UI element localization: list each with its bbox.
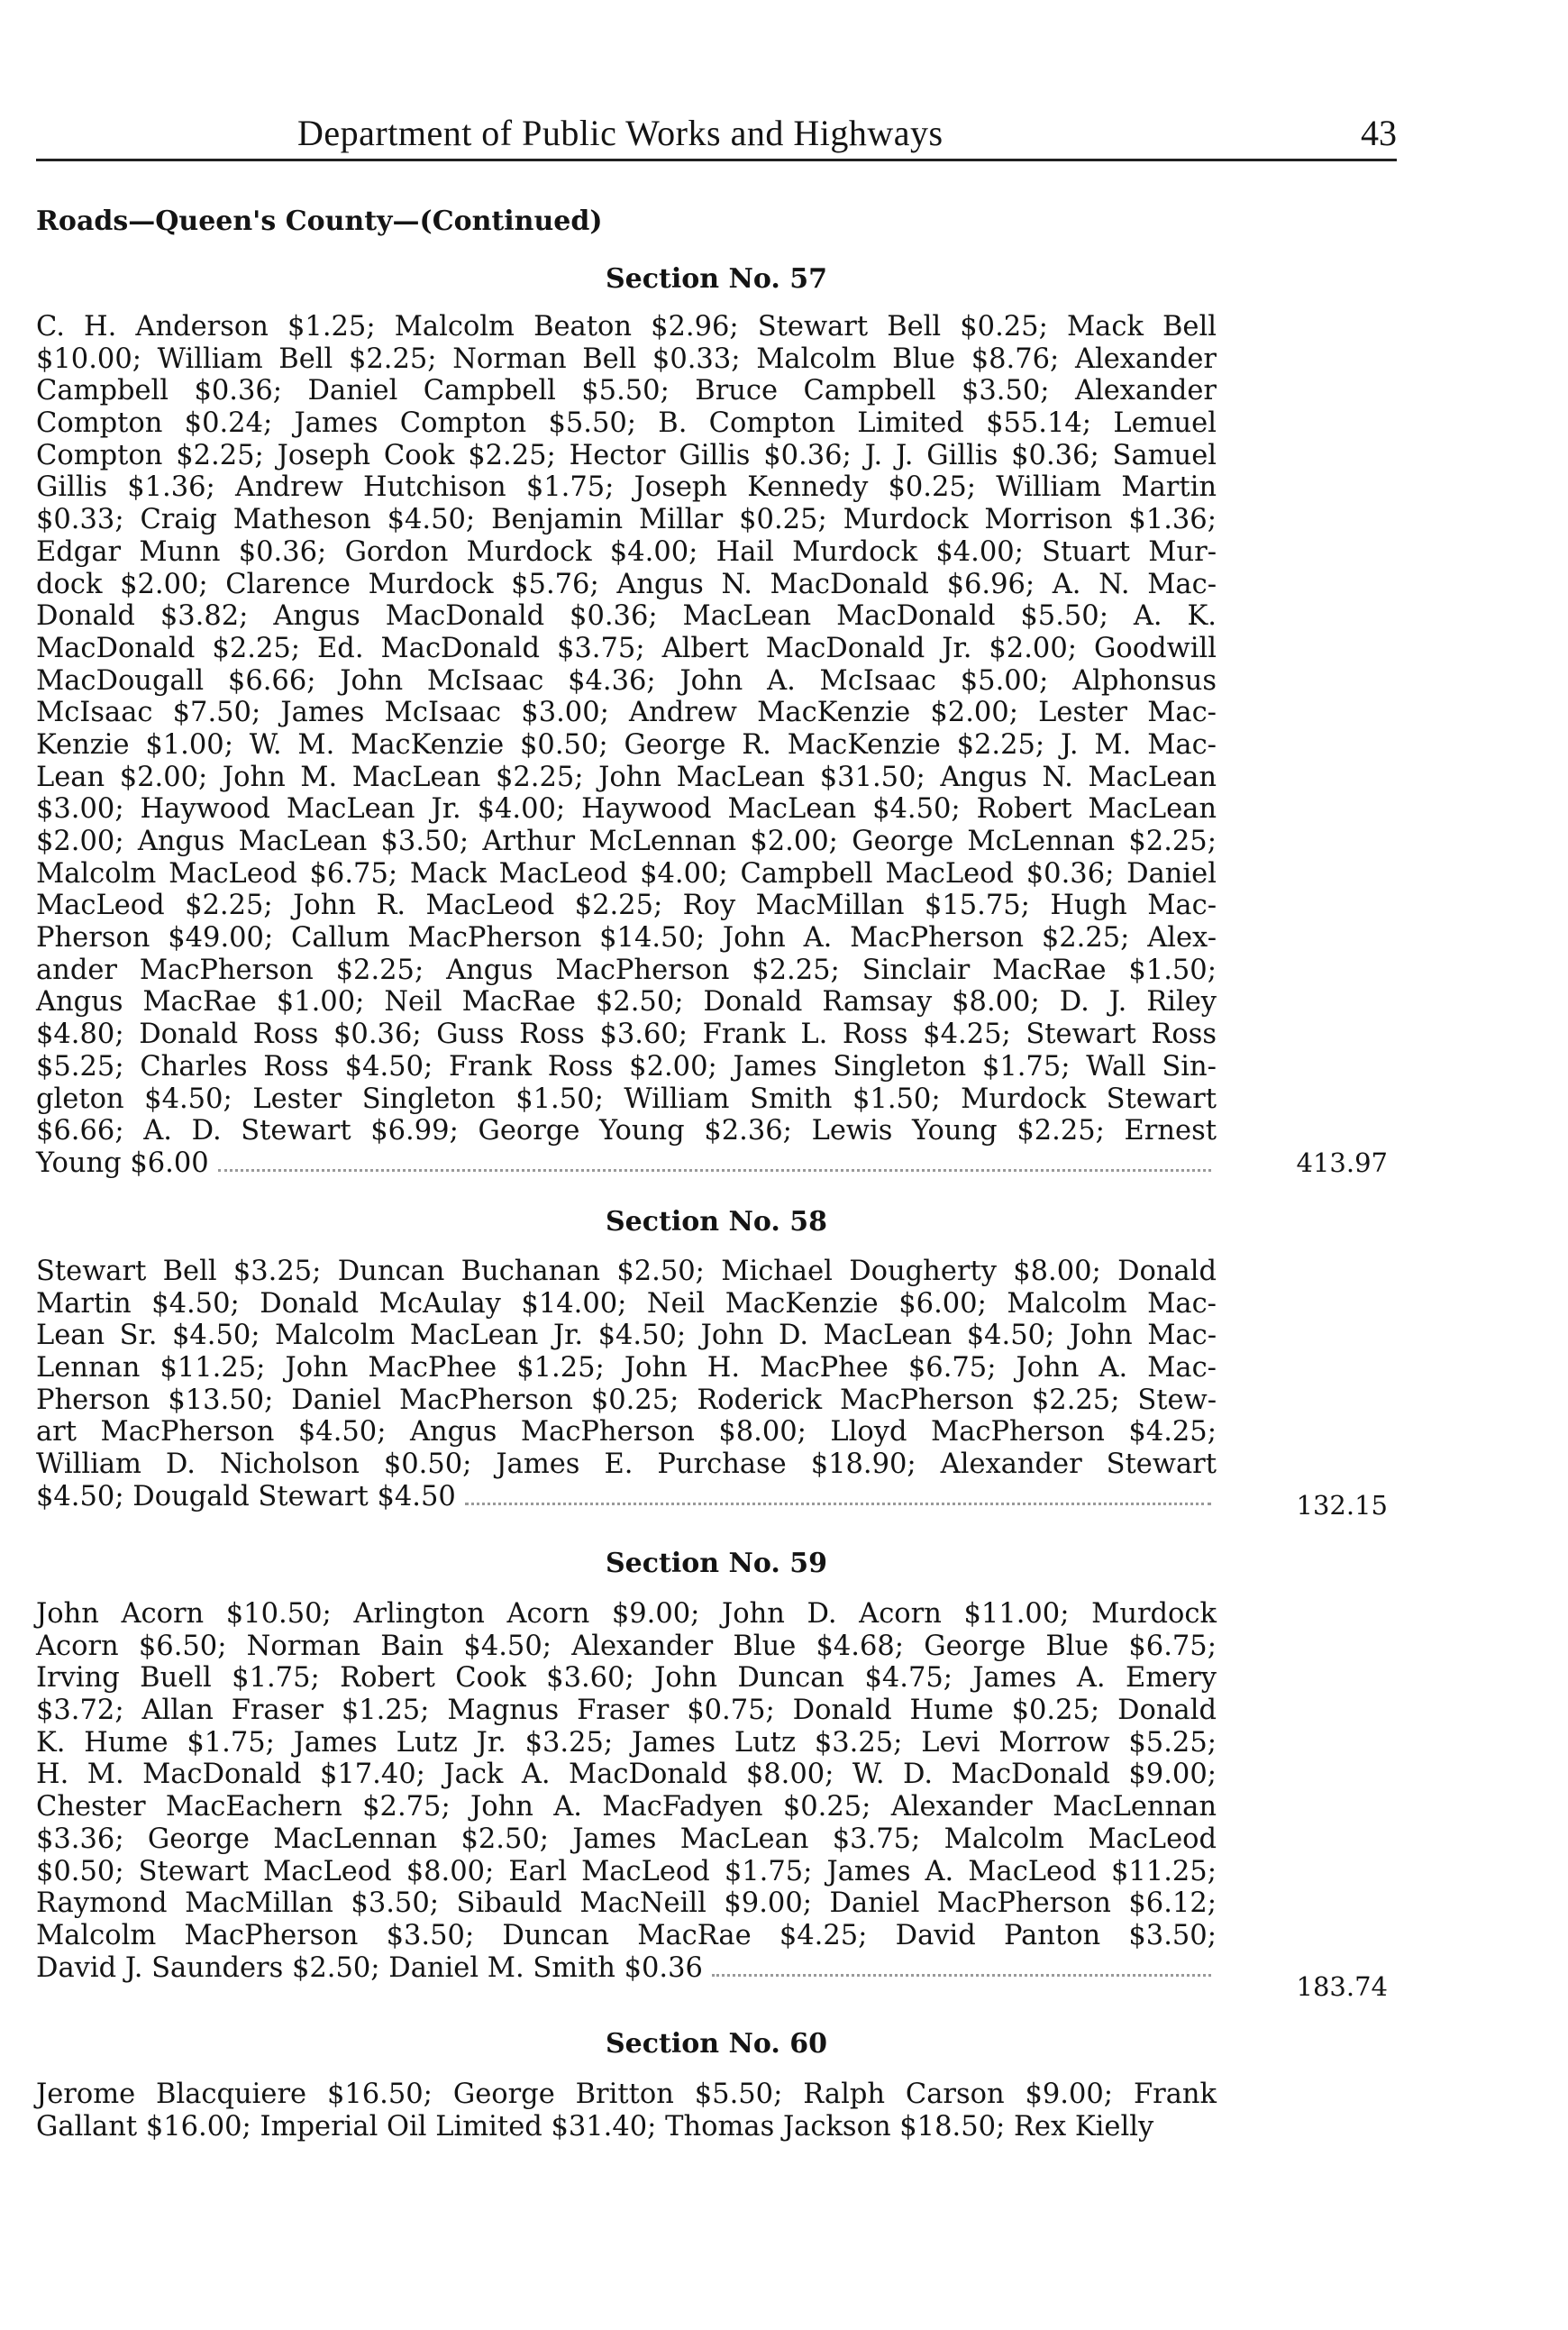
entry-line <box>36 471 1217 504</box>
entry-line <box>36 536 1217 569</box>
entry-line-text: $3.36; George MacLennan $2.50; James MacLean $3.75; Malcolm MacLeod <box>36 1823 1217 1855</box>
entry-line-text: Raymond MacMillan $3.50; Sibauld MacNeill $9.00; Daniel MacPherson $6.12; <box>36 1887 1217 1920</box>
entry-line-text: Lean $2.00; John M. MacLean $2.25; John MacLean $31.50; Angus N. MacLean <box>36 761 1217 793</box>
entry-line-text: $4.80; Donald Ross $0.36; Guss Ross $3.60; Frank L. Ross $4.25; Stewart Ross <box>36 1019 1217 1051</box>
entry-line-text: Malcolm MacLeod $6.75; Mack MacLeod $4.00; Campbell MacLeod $0.36; Daniel <box>36 857 1217 890</box>
entry-line <box>36 729 1217 762</box>
entry-line-text: Martin $4.50; Donald McAulay $14.00; Neil MacKenzie $6.00; Malcolm Mac- <box>36 1287 1217 1320</box>
entry-line-text: Gallant $16.00; Imperial Oil Limited $31.40; Thomas Jackson $18.50; Rex Kielly <box>36 2110 1154 2143</box>
entry-line-text: $3.72; Allan Fraser $1.25; Magnus Fraser $0.75; Donald Hume $0.25; Donald <box>36 1695 1217 1727</box>
entry-line-text: Pherson $49.00; Callum MacPherson $14.50; John A. MacPherson $2.25; Alex- <box>36 922 1217 955</box>
section-60-entries <box>36 2079 1217 2143</box>
entry-line <box>36 2079 1217 2111</box>
section-59-entries <box>36 1598 1217 1984</box>
entry-line <box>36 1256 1217 1288</box>
entry-line <box>36 986 1217 1019</box>
entry-line-text: Chester MacEachern $2.75; John A. MacFadyen $0.25; Alexander MacLennan <box>36 1791 1217 1823</box>
entry-line <box>36 1416 1217 1448</box>
section-heading-59: Section No. 59 <box>605 1548 828 1579</box>
entry-line <box>36 1727 1217 1759</box>
entry-line-text: Young $6.00 <box>36 1147 209 1179</box>
entry-line <box>36 1448 1217 1481</box>
entry-line-text: Lennan $11.25; John MacPhee $1.25; John H. MacPhee $6.75; John A. Mac- <box>36 1352 1217 1384</box>
entry-line-text: John Acorn $10.50; Arlington Acorn $9.00; John D. Acorn $11.00; Murdock <box>36 1598 1217 1630</box>
dot-leader <box>218 1168 1211 1172</box>
entry-line <box>36 407 1217 440</box>
entry-line-text: Jerome Blacquiere $16.50; George Britton $5.50; Ralph Carson $9.00; Frank <box>36 2079 1217 2110</box>
entry-line <box>36 1352 1217 1384</box>
entry-line-text: C. H. Anderson $1.25; Malcolm Beaton $2.96; Stewart Bell $0.25; Mack Bell <box>36 311 1217 343</box>
entry-line-text: $10.00; William Bell $2.25; Norman Bell $0.33; Malcolm Blue $8.76; Alexander <box>36 343 1217 375</box>
entry-line <box>36 1147 1217 1180</box>
entry-line-text: $4.50; Dougald Stewart $4.50 <box>36 1480 456 1512</box>
section-heading-57: Section No. 57 <box>605 263 828 295</box>
entry-line-text: art MacPherson $4.50; Angus MacPherson $8.00; Lloyd MacPherson $4.25; <box>36 1416 1217 1448</box>
entry-line-text: Gillis $1.36; Andrew Hutchison $1.75; Joseph Kennedy $0.25; William Martin <box>36 471 1217 504</box>
entry-line <box>36 569 1217 601</box>
entry-line-text: Lean Sr. $4.50; Malcolm MacLean Jr. $4.50; John D. MacLean $4.50; John Mac- <box>36 1320 1217 1352</box>
entry-line-text: Compton $2.25; Joseph Cook $2.25; Hector Gillis $0.36; J. J. Gillis $0.36; Samuel <box>36 439 1217 471</box>
entry-line-text: H. M. MacDonald $17.40; Jack A. MacDonald $8.00; W. D. MacDonald $9.00; <box>36 1759 1217 1791</box>
entry-line <box>36 890 1217 922</box>
entry-line <box>36 762 1217 794</box>
entry-line-text: Angus MacRae $1.00; Neil MacRae $2.50; Donald Ramsay $8.00; D. J. Riley <box>36 986 1217 1019</box>
entry-line-text: $2.00; Angus MacLean $3.50; Arthur McLennan $2.00; George McLennan $2.25; <box>36 826 1217 857</box>
section-heading-58: Section No. 58 <box>605 1206 828 1238</box>
entry-line-text: $0.50; Stewart MacLeod $8.00; Earl MacLeod $1.75; James A. MacLeod $11.25; <box>36 1855 1217 1887</box>
section-59-total: 183.74 <box>1296 1971 1388 2002</box>
entry-line-text: Irving Buell $1.75; Robert Cook $3.60; John Duncan $4.75; James A. Emery <box>36 1662 1217 1695</box>
entry-line-text: ander MacPherson $2.25; Angus MacPherson $2.25; Sinclair MacRae $1.50; <box>36 954 1217 986</box>
entry-line-text: K. Hume $1.75; James Lutz Jr. $3.25; James Lutz $3.25; Levi Morrow $5.25; <box>36 1726 1217 1759</box>
entry-line-text: $5.25; Charles Ross $4.50; Frank Ross $2.00; James Singleton $1.75; Wall Sin- <box>36 1050 1217 1083</box>
entry-line <box>36 1759 1217 1791</box>
entry-line <box>36 1051 1217 1083</box>
entry-line <box>36 2111 1217 2143</box>
entry-line-text: Malcolm MacPherson $3.50; Duncan MacRae $4.25; David Panton $3.50; <box>36 1919 1217 1951</box>
entry-line <box>36 1791 1217 1823</box>
page-title: Department of Public Works and Highways <box>297 113 944 153</box>
entry-line-text: David J. Saunders $2.50; Daniel M. Smith $0.36 <box>36 1951 703 1984</box>
dot-leader <box>465 1502 1211 1505</box>
entry-line <box>36 1695 1217 1727</box>
entry-line-text: dock $2.00; Clarence Murdock $5.76; Angus N. MacDonald $6.96; A. N. Mac- <box>36 568 1217 600</box>
entry-line-text: MacDonald $2.25; Ed. MacDonald $3.75; Albert MacDonald Jr. $2.00; Goodwill <box>36 632 1217 664</box>
entry-line-text: $6.66; A. D. Stewart $6.99; George Young $2.36; Lewis Young $2.25; Ernest <box>36 1115 1217 1147</box>
entry-line <box>36 375 1217 407</box>
entry-line <box>36 1481 1217 1513</box>
entry-line-text: Edgar Munn $0.36; Gordon Murdock $4.00; Hail Murdock $4.00; Stuart Mur- <box>36 535 1217 568</box>
entry-line <box>36 1920 1217 1952</box>
page-number: 43 <box>1361 113 1397 153</box>
entry-line-text: Pherson $13.50; Daniel MacPherson $0.25; Roderick MacPherson $2.25; Stew- <box>36 1384 1217 1416</box>
entry-line-text: $0.33; Craig Matheson $4.50; Benjamin Millar $0.25; Murdock Morrison $1.36; <box>36 504 1217 536</box>
entry-line <box>36 858 1217 891</box>
section-heading-60: Section No. 60 <box>605 2028 828 2060</box>
entry-line-text: Donald $3.82; Angus MacDonald $0.36; MacLean MacDonald $5.50; A. K. <box>36 600 1217 633</box>
entry-line <box>36 1823 1217 1856</box>
entry-line <box>36 826 1217 858</box>
entry-line-text: Campbell $0.36; Daniel Campbell $5.50; Bruce Campbell $3.50; Alexander <box>36 375 1217 407</box>
entry-line <box>36 1856 1217 1888</box>
entry-line <box>36 665 1217 698</box>
entry-line <box>36 1662 1217 1695</box>
entry-line <box>36 633 1217 665</box>
running-header <box>36 108 1397 161</box>
entry-line <box>36 1083 1217 1116</box>
entry-line <box>36 343 1217 376</box>
entry-line <box>36 1887 1217 1920</box>
entry-line <box>36 1384 1217 1417</box>
entry-line <box>36 1952 1217 1985</box>
entry-line <box>36 1115 1217 1147</box>
section-58-total: 132.15 <box>1296 1490 1388 1521</box>
entry-line <box>36 1598 1217 1631</box>
entry-line-text: McIsaac $7.50; James McIsaac $3.00; Andrew MacKenzie $2.00; Lester Mac- <box>36 697 1217 729</box>
entry-line <box>36 1019 1217 1051</box>
entry-line <box>36 955 1217 987</box>
entry-line-text: gleton $4.50; Lester Singleton $1.50; William Smith $1.50; Murdock Stewart <box>36 1083 1217 1115</box>
entry-line <box>36 600 1217 633</box>
entry-line-text: Kenzie $1.00; W. M. MacKenzie $0.50; George R. MacKenzie $2.25; J. M. Mac- <box>36 728 1217 761</box>
entry-line <box>36 922 1217 955</box>
entry-line-text: $3.00; Haywood MacLean Jr. $4.00; Haywood MacLean $4.50; Robert MacLean <box>36 793 1217 826</box>
entry-line-text: William D. Nicholson $0.50; James E. Purchase $18.90; Alexander Stewart <box>36 1448 1217 1481</box>
dot-leader <box>712 1973 1211 1977</box>
entry-line-text: MacLeod $2.25; John R. MacLeod $2.25; Roy MacMillan $15.75; Hugh Mac- <box>36 890 1217 922</box>
entry-line <box>36 1320 1217 1352</box>
entry-line-text: Compton $0.24; James Compton $5.50; B. Compton Limited $55.14; Lemuel <box>36 407 1217 440</box>
entry-line <box>36 697 1217 729</box>
entry-line <box>36 793 1217 826</box>
entry-line-text: MacDougall $6.66; John McIsaac $4.36; John A. McIsaac $5.00; Alphonsus <box>36 664 1217 697</box>
entry-line <box>36 1288 1217 1320</box>
entry-line-text: Acorn $6.50; Norman Bain $4.50; Alexander Blue $4.68; George Blue $6.75; <box>36 1630 1217 1662</box>
entry-line <box>36 440 1217 472</box>
category-heading: Roads—Queen's County—(Continued) <box>36 206 603 237</box>
section-57-total: 413.97 <box>1296 1147 1388 1178</box>
section-58-entries <box>36 1256 1217 1513</box>
section-57-entries <box>36 311 1217 1180</box>
entry-line <box>36 1631 1217 1663</box>
entry-line-text: Stewart Bell $3.25; Duncan Buchanan $2.50; Michael Dougherty $8.00; Donald <box>36 1256 1217 1287</box>
entry-line <box>36 504 1217 536</box>
entry-line <box>36 311 1217 343</box>
